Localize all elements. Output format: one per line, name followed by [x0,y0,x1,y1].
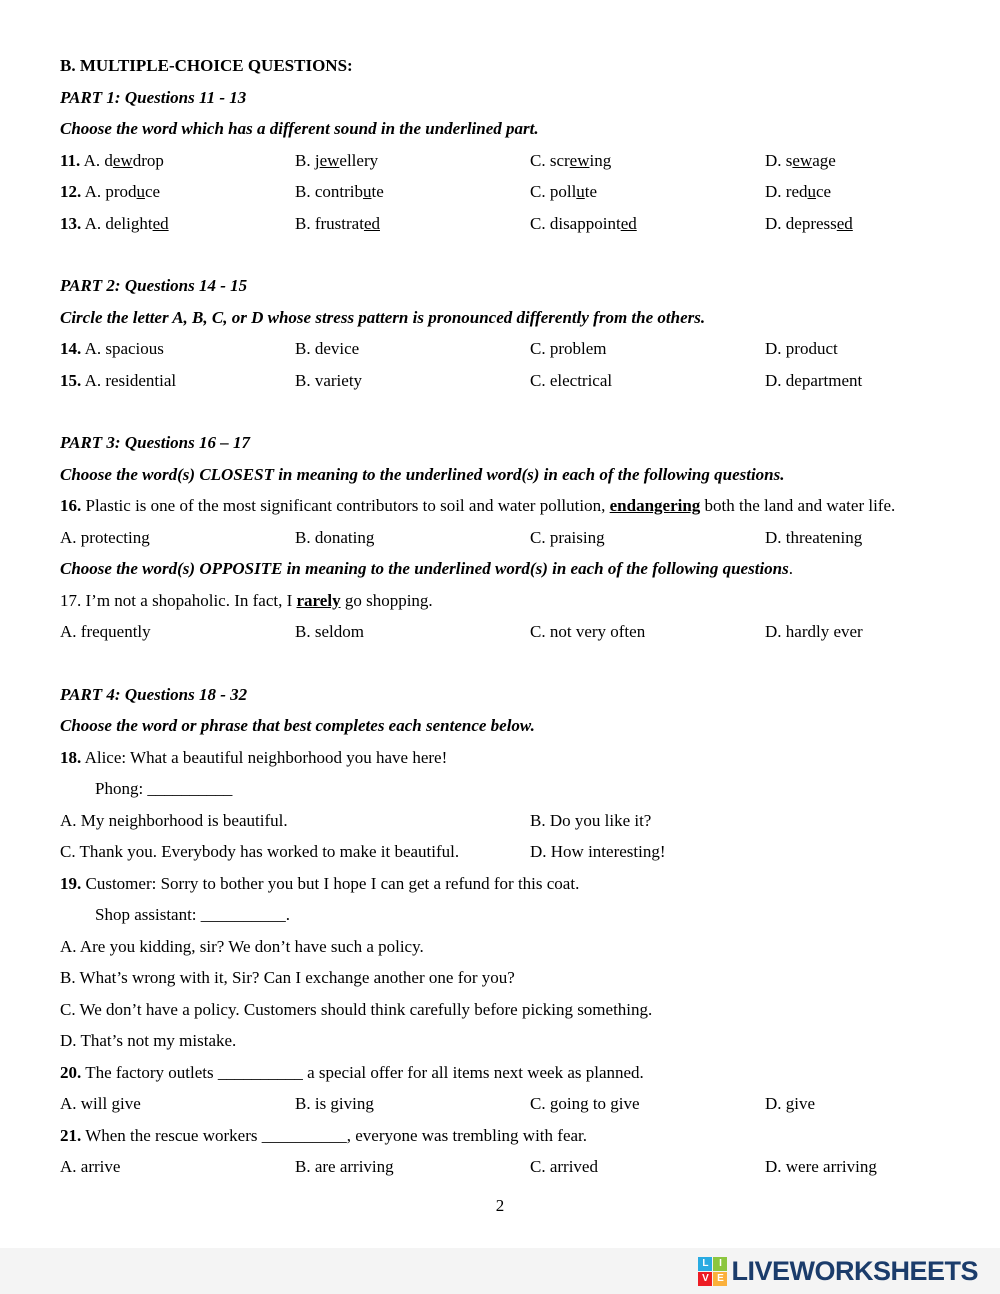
question-number: 20. [60,1062,82,1082]
part1-heading: PART 1: Questions 11 - 13 [60,87,247,107]
liveworksheets-icon [698,1257,727,1286]
option-label: C. [530,339,546,358]
option-label: D. [60,1031,77,1050]
option-word: reduce [785,182,832,201]
question-18-answers-row2 [60,836,940,868]
question-18-answers-row1 [60,805,940,837]
option-word: seldom [314,622,364,641]
underlined-word: rarely [296,590,341,610]
question-20-options [60,1088,940,1120]
option-15-d[interactable] [765,365,940,397]
question-18-blank-line [60,773,940,805]
option-text: My neighborhood is beautiful. [80,810,288,830]
option-20-d[interactable] [765,1088,940,1120]
option-label: B. [60,968,76,987]
option-word: spacious [105,339,164,358]
option-21-c[interactable] [530,1151,765,1183]
option-text: Do you like it? [549,810,652,830]
option-21-b[interactable] [295,1151,530,1183]
question-19-blank-line [60,899,940,931]
option-word: dewdrop [104,150,164,170]
part2-instruction: Circle the letter A, B, C, or D whose stress pattern is pronounced differently from the others. [60,307,706,327]
option-label: A. [60,1157,77,1176]
option-label: C. [530,370,546,390]
option-label: B. [295,1094,311,1113]
option-word: disappointed [549,213,637,233]
option-20-a[interactable] [60,1088,295,1120]
option-label: C. [530,622,546,641]
logo-square-l: L [698,1257,712,1271]
option-word: contribute [314,182,384,201]
option-label: C. [530,1094,546,1113]
option-label: A. [83,150,101,170]
question-20-text: 20. The factory outlets __________ a special offer for all items next week as planned. [60,1062,644,1082]
option-16-b[interactable] [295,522,530,554]
option-label: D. [765,622,782,641]
option-11-b[interactable] [295,145,530,177]
option-label: C. [60,842,76,861]
question-11-row [60,145,940,177]
question-21-text: 21. When the rescue workers __________, everyone was trembling with fear. [60,1125,588,1145]
option-word: praising [549,527,605,547]
option-13-a[interactable] [60,208,295,240]
question-number: 18. [60,747,82,767]
option-word: variety [314,370,363,390]
option-word: electrical [549,370,613,390]
option-12-a[interactable] [60,176,295,208]
part2-heading: PART 2: Questions 14 - 15 [60,276,248,295]
question-15-row [60,365,940,397]
option-word: frequently [80,622,151,641]
option-label: A. [84,370,102,390]
option-word: screwing [549,150,612,170]
option-11-a[interactable] [60,145,295,177]
question-number: 19. [60,873,82,893]
option-label: B. [295,622,311,641]
option-word: depressed [785,213,853,233]
question-number: 15. [60,370,82,390]
answer-18-a[interactable] [60,805,530,837]
option-12-d[interactable] [765,176,940,208]
liveworksheets-wordmark: LIVEWORKSHEETS [731,1255,978,1286]
option-12-b[interactable] [295,176,530,208]
option-word: arrived [549,1157,598,1176]
option-word: product [785,339,838,358]
option-13-c[interactable] [530,208,765,240]
option-word: will give [80,1094,141,1113]
option-20-c[interactable] [530,1088,765,1120]
part3-heading: PART 3: Questions 16 – 17 [60,433,251,452]
option-label: A. [84,339,102,358]
question-12-row [60,176,940,208]
option-word: delighted [105,213,169,233]
answer-19-d[interactable] [60,1025,940,1057]
answer-19-c[interactable] [60,994,940,1026]
option-label: B. [295,370,311,390]
option-label: D. [765,370,782,390]
option-label: D. [765,213,782,233]
logo-square-v: V [698,1272,712,1286]
section-title: B. MULTIPLE-CHOICE QUESTIONS: [60,56,353,75]
part4-instruction: Choose the word or phrase that best completes each sentence below. [60,716,535,735]
logo-square-i: I [713,1257,727,1271]
page-number: 2 [495,1196,505,1215]
part3-instruction-opposite: Choose the word(s) OPPOSITE in meaning to the underlined word(s) in each of the following questions. [60,559,793,578]
option-12-c[interactable] [530,176,765,208]
option-label: C. [530,182,546,201]
question-number: 13. [60,213,82,233]
option-text: Thank you. Everybody has worked to make it beautiful. [79,842,460,861]
option-word: sewage [785,150,836,170]
option-word: problem [549,339,607,358]
option-label: D. [765,150,782,170]
option-text: That’s not my mistake. [80,1031,237,1050]
question-number: 11. [60,150,81,170]
question-19-line1: 19. Customer: Sorry to bother you but I hope I can get a refund for this coat. [60,873,580,893]
option-label: B. [530,810,546,830]
option-label: C. [530,1157,546,1176]
option-word: hardly ever [785,622,863,641]
option-15-b[interactable] [295,365,530,397]
question-14-row [60,333,940,365]
question-13-row [60,208,940,240]
question-number: 17. [60,590,82,610]
answer-19-a[interactable] [60,931,940,963]
option-word: frustrated [314,213,380,233]
option-word: are arriving [314,1157,394,1176]
question-number: 16. [60,496,82,515]
option-17-a[interactable] [60,616,295,648]
option-word: residential [105,370,177,390]
option-word: produce [105,182,161,201]
question-17-options [60,616,940,648]
answer-18-b[interactable] [530,805,940,837]
option-label: A. [84,213,102,233]
question-16-options [60,522,940,554]
option-text: What’s wrong with it, Sir? Can I exchange another one for you? [79,968,515,987]
option-word: were arriving [785,1157,877,1176]
option-label: C. [60,999,76,1019]
option-label: D. [765,1094,782,1113]
option-16-c[interactable] [530,522,765,554]
option-label: B. [295,527,311,547]
option-11-d[interactable] [765,145,940,177]
option-word: not very often [549,622,646,641]
answer-blank: Shop assistant: __________. [95,905,291,924]
option-label: C. [530,527,546,547]
option-label: C. [530,213,546,233]
option-word: is giving [314,1094,374,1113]
option-label: D. [765,182,782,201]
option-text: Are you kidding, sir? We don’t have such a policy. [79,936,424,956]
question-number: 12. [60,182,82,201]
option-16-d[interactable] [765,522,940,554]
option-label: A. [60,1094,77,1113]
option-label: B. [295,1157,311,1176]
option-word: pollute [549,182,598,201]
option-text: How interesting! [550,842,666,861]
option-label: D. [765,527,782,547]
answer-19-b[interactable] [60,962,940,994]
answer-blank: Phong: __________ [95,779,233,798]
option-14-d[interactable] [765,333,940,365]
option-14-b[interactable] [295,333,530,365]
question-18-line1: 18. Alice: What a beautiful neighborhood you have here! [60,747,448,767]
question-17-text: 17. I’m not a shopaholic. In fact, I rarely go shopping. [60,590,433,610]
option-label: A. [84,182,102,201]
option-label: B. [295,150,311,170]
option-16-a[interactable] [60,522,295,554]
option-word: device [314,339,360,358]
option-text: We don’t have a policy. Customers should think carefully before picking something. [79,999,653,1019]
answer-18-c[interactable] [60,836,530,868]
option-21-d[interactable] [765,1151,940,1183]
question-number: 14. [60,339,82,358]
option-word: threatening [785,527,863,547]
option-17-d[interactable] [765,616,940,648]
part3-instruction-closest: Choose the word(s) CLOSEST in meaning to the underlined word(s) in each of the following questions. [60,464,785,484]
option-word: jewellery [314,150,379,170]
option-label: A. [60,527,77,547]
logo-square-e: E [713,1272,727,1286]
option-word: give [785,1094,816,1113]
option-label: A. [60,622,77,641]
option-label: A. [60,810,77,830]
option-label: B. [295,339,311,358]
underlined-word: endangering [609,496,701,515]
option-14-c[interactable] [530,333,765,365]
option-13-d[interactable] [765,208,940,240]
question-number: 21. [60,1125,82,1145]
option-17-c[interactable] [530,616,765,648]
option-label: C. [530,150,546,170]
option-word: donating [314,527,375,547]
option-word: department [785,370,863,390]
option-label: B. [295,182,311,201]
part1-instruction: Choose the word which has a different sound in the underlined part. [60,119,539,138]
answer-18-d[interactable] [530,836,940,868]
part4-heading: PART 4: Questions 18 - 32 [60,684,248,704]
option-label: B. [295,213,311,233]
option-word: going to give [549,1094,640,1113]
question-16-text: 16. Plastic is one of the most significant contributors to soil and water pollution, endangering both the land and water life. [60,496,896,515]
option-20-b[interactable] [295,1088,530,1120]
footer-bar [0,1248,1000,1294]
option-word: protecting [80,527,150,547]
question-21-options [60,1151,940,1183]
option-14-a[interactable] [60,333,295,365]
option-label: D. [765,1157,782,1176]
option-label: A. [60,936,77,956]
option-21-a[interactable] [60,1151,295,1183]
option-11-c[interactable] [530,145,765,177]
option-word: arrive [80,1157,121,1176]
option-15-c[interactable] [530,365,765,397]
option-label: D. [765,339,782,358]
option-17-b[interactable] [295,616,530,648]
option-15-a[interactable] [60,365,295,397]
liveworksheets-logo[interactable] [698,1256,978,1287]
option-label: D. [530,842,547,861]
option-13-b[interactable] [295,208,530,240]
